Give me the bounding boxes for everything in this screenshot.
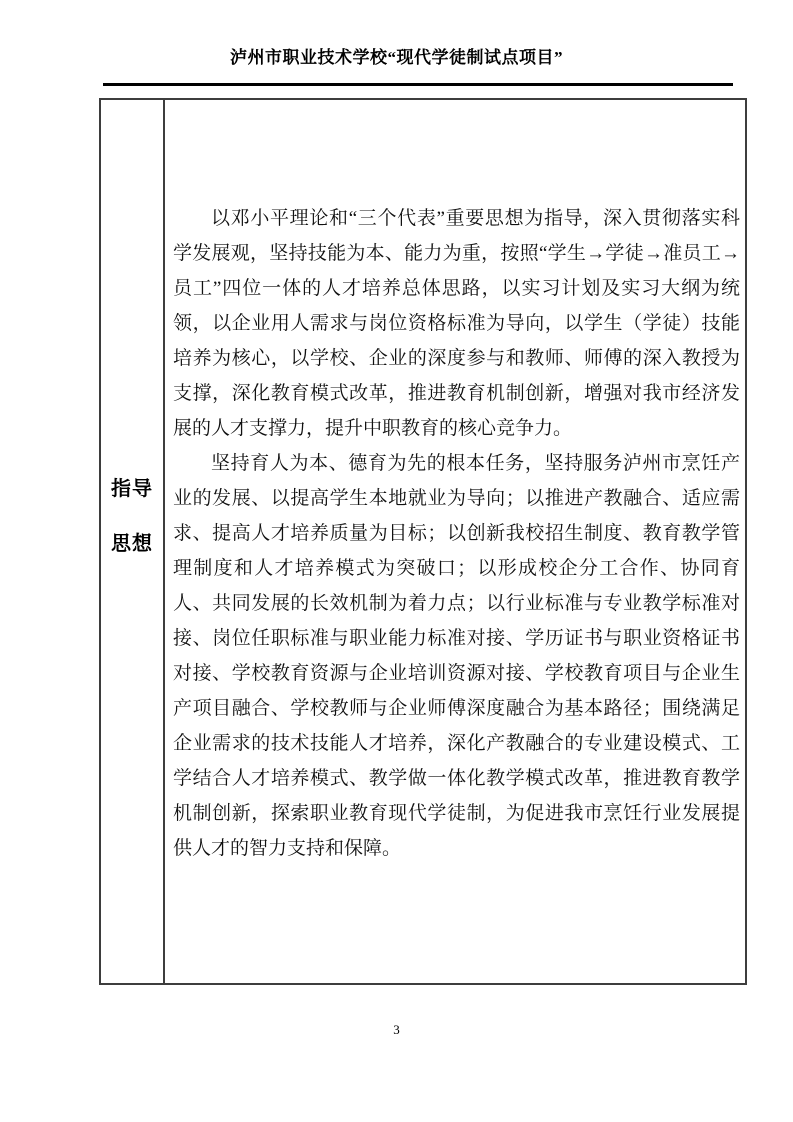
row-label-line-2: 思想 <box>111 532 153 555</box>
row-label-line-1: 指导 <box>111 477 153 500</box>
guiding-ideology-table <box>99 98 747 985</box>
row-content-cell <box>165 100 745 983</box>
body-paragraph-1: 以邓小平理论和“三个代表”重要思想为指导，深入贯彻落实科学发展观，坚持技能为本、能力为重，按照“学生→学徒→准员工→员工”四位一体的人才培养总体思路，以实习计划及实习大纲为统领，以企业用人需求与岗位资格标准为导向，以学生（学徒）技能培养为核心，以学校、企业的深度参与和教师、师傅的深入教授为支撑，深化教育模式改革，推进教育机制创新，增强对我市经济发展的人才支撑力，提升中职教育的核心竞争力。 <box>173 208 740 439</box>
page-number: 3 <box>393 1022 400 1037</box>
row-label-cell <box>101 100 165 983</box>
page-header-title: 泸州市职业技术学校“现代学徒制试点项目” <box>230 48 563 67</box>
header-divider-line <box>103 83 733 86</box>
body-paragraph-2: 坚持育人为本、德育为先的根本任务，坚持服务泸州市烹饪产业的发展、以提高学生本地就业为导向；以推进产教融合、适应需求、提高人才培养质量为目标；以创新我校招生制度、教育教学管理制度和人才培养模式为突破口；以形成校企分工合作、协同育人、共同发展的长效机制为着力点；以行业标准与专业教学标准对接、岗位任职标准与职业能力标准对接、学历证书与职业资格证书对接、学校教育资源与企业培训资源对接、学校教育项目与企业生产项目融合、学校教师与企业师傅深度融合为基本路径；围绕满足企业需求的技术技能人才培养，深化产教融合的专业建设模式、工学结合人才培养模式、教学做一体化教学模式改革，推进教育教学机制创新，探索职业教育现代学徒制，为促进我市烹饪行业发展提供人才的智力支持和保障。 <box>173 453 740 859</box>
